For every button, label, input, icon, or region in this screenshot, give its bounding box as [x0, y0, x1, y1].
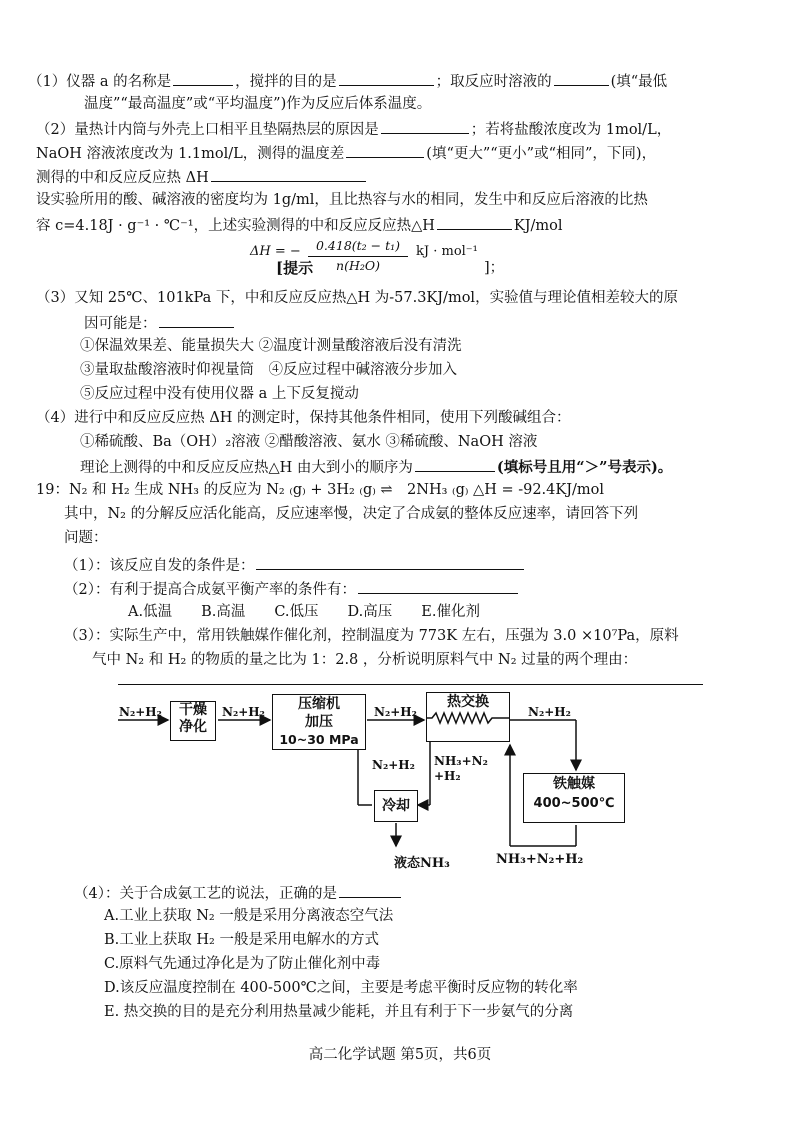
- q19-part4-option-c: C.原料气先通过净化是为了防止催化剂中毒: [104, 956, 381, 972]
- q19-part4-option-a: A.工业上获取 N₂ 一般是采用分离液态空气法: [104, 908, 394, 924]
- q18-part1-line1: （1）仪器 a 的名称是 ，搅拌的目的是 ；取反应时溶液的 (填“最低: [28, 70, 667, 92]
- q19-intro-line1: 其中，N₂ 的分解反应活化能高，反应速率慢，决定了合成氨的整体反应速率，请回答下列: [64, 506, 639, 522]
- q18-part4-line3: 理论上测得的中和反应反应热△H 由大到小的顺序为 (填标号且用“＞”号表示)。: [80, 456, 672, 478]
- q18-part1-line2: 温度”“最高温度”或“平均温度”)作为反应后体系温度。: [84, 96, 432, 112]
- page-footer: 高二化学试题 第5页，共6页: [308, 1047, 492, 1063]
- hx-out-label: N₂+H₂: [528, 705, 571, 719]
- q19-reaction: 19：N₂ 和 H₂ 生成 NH₃ 的反应为 N₂ ₍g₎ + 3H₂ ₍g₎ ⇌ 2NH₃ ₍g₎ △H = -92.4KJ/mol: [36, 482, 605, 498]
- q19-part1: （1）：该反应自发的条件是：: [64, 554, 526, 576]
- q18-part2-line1: （2）量热计内筒与外壳上口相平且垫隔热层的原因是 ；若将盐酸浓度改为 1mol/L，: [36, 118, 671, 140]
- q18-option-line1: ①保温效果差、能量损失大 ②温度计测量酸溶液后没有清洗: [80, 338, 462, 354]
- q19-part4: （4）：关于合成氨工艺的说法，正确的是: [74, 882, 403, 904]
- q18-part2-line2: NaOH 溶液浓度改为 1.1mol/L，测得的温度差 (填“更大”“更小”或“相同”，下同)，: [36, 142, 656, 164]
- q18-part4-line1: （4）进行中和反应反应热 ΔH 的测定时，保持其他条件相同，使用下列酸碱组合：: [36, 410, 571, 426]
- compressor-box: 压缩机 加压 10~30 MPa: [272, 694, 366, 750]
- q19-part2: （2）：有利于提高合成氨平衡产率的条件有：: [64, 578, 520, 600]
- cooler-box: 冷却: [374, 790, 418, 822]
- q18-option-line3: ⑤反应过程中没有使用仪器 a 上下反复搅动: [80, 386, 359, 402]
- mixture-label: NH₃+N₂ +H₂: [434, 754, 488, 783]
- q18-assumption-line2: 容 c=4.18J · g⁻¹ · ℃⁻¹，上述实验测得的中和反应反应热△H KJ/mol: [36, 214, 563, 236]
- catalyst-outlet-label: NH₃+N₂+H₂: [496, 852, 584, 867]
- q19-part4-option-d: D.该反应温度控制在 400-500℃之间，主要是考虑平衡时反应物的转化率: [104, 980, 578, 996]
- iron-catalyst-box: 铁触媒 400~500℃: [523, 773, 625, 823]
- dry-purify-box: 干燥 净化: [170, 701, 216, 741]
- q18-assumption-line1: 设实验所用的酸、碱溶液的密度均为 1g/ml，且比热容与水的相同，发生中和反应后溶液的比热: [36, 192, 648, 208]
- recycle-gas-label: N₂+H₂: [372, 758, 415, 772]
- formula-unit: kJ · mol⁻¹: [416, 244, 478, 259]
- hint-label: [提示: [276, 259, 314, 277]
- formula-lhs: ΔH = −: [250, 244, 301, 259]
- answer-blank[interactable]: [339, 882, 401, 898]
- q18-part4-line2: ①稀硫酸、Ba（OH）₂溶液 ②醋酸溶液、氨水 ③稀硫酸、NaOH 溶液: [80, 434, 538, 450]
- q19-intro-line2: 问题：: [64, 530, 108, 546]
- q19-part4-option-e: E. 热交换的目的是充分利用热量减少能耗，并且有利于下一步氨气的分离: [104, 1004, 574, 1020]
- compressed-gas-label: N₂+H₂: [374, 705, 417, 719]
- hint-close: ]；: [484, 260, 505, 276]
- feed-gas-label: N₂+H₂: [119, 705, 162, 719]
- q19-part3-line1: （3）：实际生产中，常用铁触媒作催化剂，控制温度为 773K 左右，压强为 3.0 ×10⁷Pa，原料: [64, 628, 679, 644]
- q18-part3-line1: （3）又知 25℃、101kPa 下，中和反应反应热△H 为-57.3KJ/mol，实验值与理论值相差较大的原: [36, 290, 679, 306]
- q18-option-line2: ③量取盐酸溶液时仰视量筒 ④反应过程中碱溶液分步加入: [80, 362, 457, 378]
- q18-part2-line3: 测得的中和反应反应热 ΔH: [36, 166, 368, 188]
- q18-part3-line2: 因可能是：: [84, 312, 236, 334]
- dried-gas-label: N₂+H₂: [222, 705, 265, 719]
- q19-part4-option-b: B.工业上获取 H₂ 一般是采用电解水的方式: [104, 932, 379, 948]
- heat-exchanger-box: 热交换: [426, 692, 510, 742]
- q19-part3-line2: 气中 N₂ 和 H₂ 的物质的量之比为 1：2.8 ，分析说明原料气中 N₂ 过量的两个理由：: [92, 652, 638, 668]
- formula-denominator: n(H₂O): [336, 258, 380, 273]
- formula-numerator: 0.418(t₂ − t₁): [315, 238, 401, 253]
- q19-part2-options: A.低温 B.高温 C.低压 D.高压 E.催化剂: [128, 604, 480, 620]
- liquid-ammonia-label: 液态NH₃: [394, 856, 450, 871]
